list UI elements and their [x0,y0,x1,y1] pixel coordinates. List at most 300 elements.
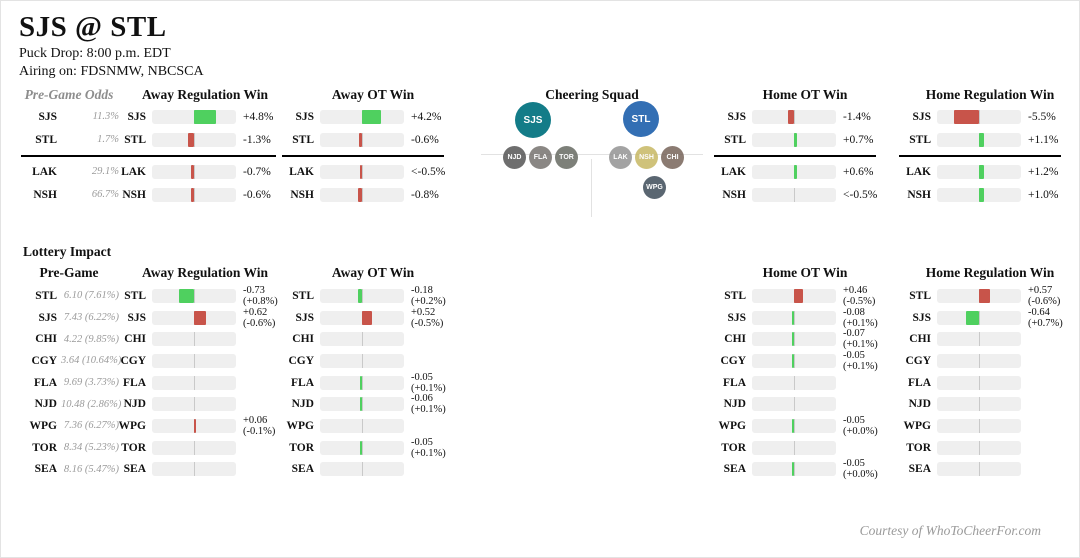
team-logo-fla: FLA [529,146,552,169]
delta-bar-green [792,354,794,368]
bar-track [152,188,236,202]
team-label: TOR [32,441,57,454]
bar-track [937,311,1021,325]
delta-bar-red [362,311,372,325]
chart-row [114,437,296,459]
bar-track [152,110,236,124]
delta-value: +0.62 (-0.6%) [243,306,276,329]
game-title: SJS @ STL [19,11,167,43]
bar-track [320,354,404,368]
delta-value: -0.73 (+0.8%) [243,284,278,307]
team-label: CGY [288,354,314,367]
delta-value: +0.6% [843,165,874,178]
delta-value: -0.05 (+0.1%) [411,371,446,394]
chart-row [714,307,896,329]
bar-track [752,354,836,368]
bar-track [937,188,1021,202]
center-line [794,311,795,325]
center-line [194,165,195,179]
center-line [362,441,363,455]
bar-track [937,289,1021,303]
team-label: WPG [118,419,146,432]
chart-title: Away Regulation Win [141,265,269,280]
odds-value: 3.64 (10.64%) [61,355,122,367]
chart-row [114,285,296,307]
delta-value: +1.1% [1028,133,1059,146]
delta-value: +4.2% [411,110,442,123]
delta-value: +0.7% [843,133,874,146]
center-line [979,441,980,455]
chart-row [282,160,464,183]
team-label: SJS [912,311,931,324]
bar-track [320,165,404,179]
delta-bar-green [792,419,794,433]
chart-row [899,328,1080,350]
center-line [194,332,195,346]
center-line [362,133,363,147]
center-line [194,462,195,476]
team-label: TOR [906,441,931,454]
bar-track [320,133,404,147]
bar-track [320,397,404,411]
chart-row [114,183,296,206]
chart-row [114,372,296,394]
chart-row [114,105,296,128]
lottery-pregame-title: Pre-Game [39,265,99,280]
chart-row [714,437,896,459]
delta-bar-green [794,133,797,147]
delta-bar-red [191,165,194,179]
team-label: WPG [903,419,931,432]
team-label: SJS [38,311,57,324]
delta-value: -0.7% [243,165,271,178]
team-logo-chi: CHI [661,146,684,169]
center-line [794,188,795,202]
odds-value: 8.34 (5.23%) [63,442,119,454]
odds-value: 6.10 (7.61%) [63,290,119,302]
bar-track [752,311,836,325]
pregame-odds-title: Pre-Game Odds [24,87,114,102]
bar-track [937,462,1021,476]
team-label: LAK [721,165,746,178]
bar-track [752,332,836,346]
game-header [19,11,204,80]
lottery-impact-title: Lottery Impact [23,244,112,259]
chart-row [282,128,464,151]
odds-value: 9.69 (3.73%) [63,377,119,389]
center-line [362,354,363,368]
delta-bar-green [792,462,794,476]
delta-value: +1.0% [1028,188,1059,201]
delta-bar-green [360,397,362,411]
chart-row [714,393,896,415]
chart-row [282,350,464,372]
delta-bar-red [191,188,194,202]
odds-value: 7.43 (6.22%) [63,312,119,324]
bar-track [752,133,836,147]
delta-value: -0.08 (+0.1%) [843,306,878,329]
chart-row [714,328,896,350]
bar-track [752,419,836,433]
chart-row [714,350,896,372]
delta-bar-green [360,441,362,455]
team-logo-njd: NJD [503,146,526,169]
chart-row [114,459,296,481]
team-label: LAK [121,165,146,178]
team-label: LAK [32,165,57,178]
delta-value: -0.8% [411,188,439,201]
center-line [794,397,795,411]
delta-bar-red [194,419,196,433]
pregame-row [21,459,117,481]
delta-bar-green [979,188,984,202]
bar-track [752,462,836,476]
bar-track [152,332,236,346]
bar-track [320,419,404,433]
chart-row [282,393,464,415]
delta-bar-red [788,110,794,124]
bar-track [937,110,1021,124]
pregame-odds-column [21,85,117,206]
odds-value: 1.7% [97,134,119,145]
bar-track [320,289,404,303]
bar-track [752,376,836,390]
team-label: FLA [908,376,931,389]
team-label: NSH [122,188,146,201]
center-line [794,419,795,433]
delta-value: <-0.5% [411,165,446,178]
team-label: STL [292,289,314,302]
pregame-row [21,350,122,372]
bar-track [320,311,404,325]
team-label: STL [724,133,746,146]
chart-row [114,328,296,350]
group-divider [282,151,464,160]
delta-bar-green [794,165,797,179]
center-line [362,332,363,346]
bar-track [152,165,236,179]
bar-track [937,441,1021,455]
center-line [979,332,980,346]
team-label: NJD [291,398,314,411]
team-label: TOR [121,441,146,454]
team-label: CHI [292,333,314,346]
bar-track [937,354,1021,368]
bar-track [937,397,1021,411]
bar-track [320,332,404,346]
top-chart-away-regulation-win [114,85,296,206]
chart-row [114,128,296,151]
chart-row [282,372,464,394]
team-label: FLA [34,376,57,389]
delta-value: -0.06 (+0.1%) [411,393,446,416]
chart-row [714,415,896,437]
team-label: NSH [722,188,746,201]
chart-row [282,183,464,206]
team-label: CGY [120,354,146,367]
team-label: STL [724,289,746,302]
bar-track [320,188,404,202]
credit-text: Courtesy of WhoToCheerFor.com [859,523,1041,538]
bar-track [152,311,236,325]
bar-track [752,397,836,411]
group-divider [21,151,117,160]
chart-row [114,350,296,372]
pregame-row [21,307,117,329]
chart-row [282,285,464,307]
delta-value: +4.8% [243,110,274,123]
bar-track [937,332,1021,346]
lottery-chart-home-regulation-win [899,241,1080,480]
delta-value: -0.07 (+0.1%) [843,328,878,351]
delta-value: -0.18 (+0.2%) [411,284,446,307]
team-label: STL [35,133,57,146]
center-line [794,110,795,124]
cheering-squad-title: Cheering Squad [545,87,639,102]
bar-track [320,110,404,124]
team-label: WPG [718,419,746,432]
center-line [979,397,980,411]
odds-value: 8.16 (5.47%) [63,463,119,475]
team-label: NSH [290,188,314,201]
center-line [794,354,795,368]
bar-track [937,419,1021,433]
center-line [979,110,980,124]
bar-track [152,462,236,476]
team-label: STL [35,289,57,302]
team-label: SJS [727,311,746,324]
cheering-squad-panel [481,85,703,217]
team-logo-nsh: NSH [635,146,658,169]
team-label: STL [909,289,931,302]
bar-track [152,354,236,368]
center-line [362,462,363,476]
team-label: FLA [291,376,314,389]
divider-line [282,155,444,157]
team-label: STL [909,133,931,146]
center-line [362,397,363,411]
bar-track [152,376,236,390]
team-logo-stl: STL [623,101,659,137]
center-line [794,332,795,346]
delta-value: -0.05 (+0.1%) [411,436,446,459]
team-label: SEA [123,463,146,476]
delta-bar-green [792,332,794,346]
chart-title: Away OT Win [331,265,415,280]
team-label: STL [124,289,146,302]
chart-row [114,393,296,415]
delta-bar-green [194,110,216,124]
delta-bar-red [188,133,194,147]
center-line [194,133,195,147]
center-line [362,419,363,433]
delta-value: -0.05 (+0.0%) [843,458,878,481]
team-label: CGY [720,354,746,367]
team-label: LAK [289,165,314,178]
delta-bar-red [358,188,362,202]
center-line [194,188,195,202]
team-label: WPG [286,419,314,432]
bar-track [152,441,236,455]
delta-value: -1.3% [243,133,271,146]
center-line [794,462,795,476]
group-divider [899,151,1080,160]
odds-value: 66.7% [91,189,119,200]
chart-title: Home OT Win [762,265,848,280]
divider-line [714,155,876,157]
top-chart-home-ot-win [714,85,896,206]
pregame-row [21,437,117,459]
chart-title: Away OT Win [331,87,415,102]
chart-row [114,307,296,329]
team-logo-tor: TOR [555,146,578,169]
center-line [194,354,195,368]
team-label: SEA [908,463,931,476]
bar-track [320,462,404,476]
team-label: CHI [909,333,931,346]
delta-value: +0.52 (-0.5%) [411,306,444,329]
center-line [194,441,195,455]
bar-track [752,165,836,179]
lottery-impact-section [1,241,1080,491]
pregame-row [21,183,117,206]
center-line [979,462,980,476]
lottery-chart-home-ot-win [714,241,896,480]
delta-value: -0.6% [411,133,439,146]
chart-row [899,459,1080,481]
delta-bar-green [362,110,381,124]
bar-track [937,376,1021,390]
team-label: SEA [291,463,314,476]
team-label: SJS [727,110,746,123]
delta-bar-red [194,311,206,325]
delta-value: -0.05 (+0.1%) [843,349,878,372]
center-line [362,376,363,390]
bar-track [752,110,836,124]
bar-track [152,419,236,433]
center-line [794,441,795,455]
chart-row [899,415,1080,437]
team-label: STL [292,133,314,146]
team-label: NSH [907,188,931,201]
chart-row [899,307,1080,329]
delta-bar-red [359,133,362,147]
bar-track [752,188,836,202]
chart-row [899,393,1080,415]
delta-bar-red [794,289,803,303]
bar-track [752,441,836,455]
bar-track [752,289,836,303]
delta-value: -5.5% [1028,110,1056,123]
chart-row [714,160,896,183]
team-label: LAK [906,165,931,178]
team-logo-lak: LAK [609,146,632,169]
chart-title: Home OT Win [762,87,848,102]
chart-row [714,372,896,394]
center-line [979,376,980,390]
delta-bar-red [360,165,362,179]
team-label: TOR [289,441,314,454]
delta-bar-green [179,289,194,303]
delta-bar-red [979,289,990,303]
team-label: NJD [908,398,931,411]
odds-value: 7.36 (6.27%) [63,420,119,432]
team-label: SJS [38,110,57,123]
team-label: FLA [723,376,746,389]
delta-value: +0.57 (-0.6%) [1028,284,1061,307]
chart-row [114,415,296,437]
odds-value: 10.48 (2.86%) [61,398,122,410]
team-label: SJS [295,110,314,123]
pregame-row [21,415,117,437]
puck-drop-time: Puck Drop: 8:00 p.m. EDT [19,46,171,61]
pregame-row [21,105,117,128]
chart-row [899,128,1080,151]
chart-title: Home Regulation Win [925,87,1055,102]
cheering-vertical-divider [591,159,592,217]
team-label: SJS [127,110,146,123]
lottery-pregame-column [21,241,122,480]
team-label: FLA [123,376,146,389]
chart-row [714,105,896,128]
chart-row [282,437,464,459]
center-line [979,311,980,325]
team-label: NJD [723,398,746,411]
odds-value: 4.22 (9.85%) [63,333,119,345]
chart-row [282,415,464,437]
center-line [979,419,980,433]
delta-bar-green [358,289,362,303]
chart-row [282,459,464,481]
chart-row [714,128,896,151]
airing-networks: Airing on: FDSNMW, NBCSCA [19,64,204,79]
center-line [979,354,980,368]
bar-track [320,441,404,455]
chart-row [282,307,464,329]
team-label: NSH [33,188,57,201]
team-label: CHI [724,333,746,346]
delta-value: -1.4% [843,110,871,123]
chart-row [714,459,896,481]
delta-value: -0.6% [243,188,271,201]
team-label: STL [124,133,146,146]
team-label: CGY [31,354,57,367]
pregame-row [21,285,117,307]
team-label: CGY [905,354,931,367]
delta-value: -0.05 (+0.0%) [843,414,878,437]
odds-value: 29.1% [91,166,119,177]
divider-line [114,155,276,157]
center-line [194,376,195,390]
divider-line [21,155,117,157]
chart-row [899,160,1080,183]
center-line [194,289,195,303]
playoff-odds-section [1,85,1080,217]
chart-row [899,285,1080,307]
lottery-chart-away-regulation-win [114,241,296,480]
center-line [362,188,363,202]
top-chart-away-ot-win [282,85,464,206]
bar-track [320,376,404,390]
center-line [194,397,195,411]
group-divider [714,151,896,160]
delta-bar-green [360,376,362,390]
odds-value: 11.3% [92,111,119,122]
pregame-row [21,160,117,183]
chart-row [114,160,296,183]
chart-row [899,183,1080,206]
chart-row [714,285,896,307]
